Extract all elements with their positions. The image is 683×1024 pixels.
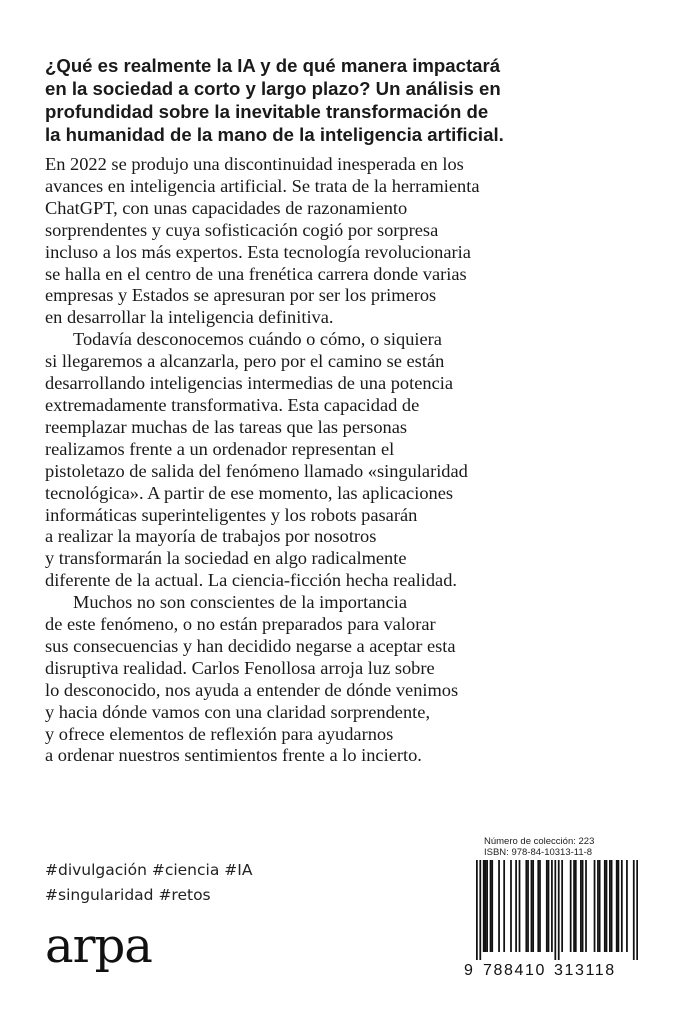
- synopsis-paragraph-1: [45, 154, 645, 329]
- barcode-bar: [548, 860, 550, 952]
- barcode-bar: [483, 860, 485, 952]
- barcode-digits-left: 788410: [483, 962, 546, 979]
- body-line: de este fenómeno, o no están preparados para valorar: [45, 614, 436, 635]
- body-line: y transformarán la sociedad en algo radicalmente: [45, 548, 407, 569]
- body-line: informáticas superinteligentes y los robots pasarán: [45, 504, 418, 525]
- body-line: pistoletazo de salida del fenómeno llamado «singularidad: [45, 460, 468, 481]
- body-line: Todavía desconocemos cuándo o cómo, o siquiera: [73, 329, 442, 350]
- hashtag-line: #divulgación #ciencia #IA: [45, 861, 253, 879]
- barcode-bar: [527, 860, 529, 952]
- barcode-bar: [618, 860, 620, 952]
- barcode-bar: [491, 860, 493, 952]
- body-line: ChatGPT, con unas capacidades de razonamiento: [45, 197, 408, 218]
- barcode-bar: [604, 860, 606, 952]
- barcode-bar: [575, 860, 577, 952]
- barcode-guard-bar: [558, 860, 560, 960]
- back-cover-headline: [45, 54, 645, 146]
- body-line: a realizar la mayoría de trabajos por nosotros: [45, 526, 377, 547]
- headline-line: la humanidad de la mano de la inteligencia artificial.: [45, 124, 504, 145]
- barcode-bar: [525, 860, 527, 952]
- hashtags: [45, 858, 252, 908]
- body-line: Muchos no son conscientes de la importancia: [73, 592, 408, 613]
- body-line: En 2022 se produjo una discontinuidad inesperada en los: [45, 154, 464, 174]
- barcode-bar: [594, 860, 596, 952]
- body-line: reemplazar muchas de las tareas que las personas: [45, 416, 408, 437]
- barcode-bar: [532, 860, 534, 952]
- barcode-bar: [503, 860, 505, 952]
- barcode-bar: [519, 860, 521, 952]
- barcode-bar: [570, 860, 572, 952]
- body-line: avances en inteligencia artificial. Se trata de la herramienta: [45, 175, 480, 196]
- barcode-bar: [485, 860, 487, 952]
- body-line: y ofrece elementos de reflexión para ayudarnos: [45, 723, 394, 744]
- body-line: sorprendentes y cuya sofisticación cogió por sorpresa: [45, 219, 439, 240]
- barcode-bar: [609, 860, 611, 952]
- barcode-bar: [599, 860, 601, 952]
- body-line: sus consecuencias y han decidido negarse a aceptar esta: [45, 635, 456, 656]
- barcode-bar: [537, 860, 539, 952]
- barcode-bar: [582, 860, 584, 952]
- synopsis-body: [45, 154, 645, 767]
- headline-line: en la sociedad a corto y largo plazo? Un análisis en: [45, 78, 501, 99]
- barcode-guard-bar: [554, 860, 556, 960]
- barcode-guard-bar: [633, 860, 635, 960]
- synopsis-paragraph-3: [45, 592, 645, 767]
- barcode-bar: [585, 860, 587, 952]
- barcode-bar: [606, 860, 608, 952]
- body-line: incluso a los más expertos. Esta tecnología revolucionaria: [45, 241, 471, 262]
- barcode-bar: [498, 860, 500, 952]
- barcode-guard-bar: [476, 860, 478, 960]
- barcode-bar: [597, 860, 599, 952]
- barcode-bar: [580, 860, 582, 952]
- body-line: a ordenar nuestros sentimientos frente a lo incierto.: [45, 745, 422, 766]
- barcode-bar: [490, 860, 492, 952]
- body-line: en desarrollar la inteligencia definitiva.: [45, 307, 334, 328]
- publisher-logo: arpa: [45, 918, 152, 974]
- isbn-text: ISBN: 978-84-10313-11-8: [484, 847, 593, 858]
- headline-line: ¿Qué es realmente la IA y de qué manera impactará: [45, 55, 501, 76]
- body-line: se halla en el centro de una frenética carrera donde varias: [45, 263, 467, 284]
- body-line: tecnológica». A partir de ese momento, las aplicaciones: [45, 482, 454, 503]
- body-line: empresas y Estados se apresuran por ser los primeros: [45, 285, 437, 306]
- barcode-bar: [531, 860, 533, 952]
- barcode-digits-right: 313118: [554, 962, 616, 979]
- barcode-bar: [626, 860, 628, 952]
- body-line: realizamos frente a un ordenador representan el: [45, 438, 395, 459]
- barcode-bar: [486, 860, 488, 952]
- barcode-bar: [561, 860, 563, 952]
- body-line: diferente de la actual. La ciencia-ficción hecha realidad.: [45, 570, 458, 591]
- barcode-bar: [515, 860, 517, 952]
- barcode-bar: [621, 860, 623, 952]
- collection-number: Número de colección: 223: [484, 836, 595, 847]
- barcode-bar: [616, 860, 618, 952]
- synopsis-paragraph-2: [45, 329, 645, 592]
- barcode-bar: [611, 860, 613, 952]
- barcode-guard-bar: [636, 860, 638, 960]
- barcode-bar: [539, 860, 541, 952]
- isbn-barcode: [476, 860, 638, 960]
- body-line: y hacia dónde vamos con una claridad sorprendente,: [45, 701, 431, 722]
- body-line: lo desconocido, nos ayuda a entender de dónde venimos: [45, 679, 459, 700]
- barcode-bar: [546, 860, 548, 952]
- barcode-bar: [573, 860, 575, 952]
- body-line: extremadamente transformativa. Esta capacidad de: [45, 394, 420, 415]
- barcode-bar: [551, 860, 553, 952]
- barcode-digit-first: 9: [464, 962, 473, 979]
- barcode-guard-bar: [479, 860, 481, 960]
- hashtag-line: #singularidad #retos: [45, 886, 211, 904]
- body-line: desarrollando inteligencias intermedias de una potencia: [45, 373, 454, 394]
- body-line: si llegaremos a alcanzarla, pero por el camino se están: [45, 351, 445, 372]
- barcode-bar: [510, 860, 512, 952]
- headline-line: profundidad sobre la inevitable transformación de: [45, 101, 489, 122]
- body-line: disruptiva realidad. Carlos Fenollosa arroja luz sobre: [45, 657, 435, 678]
